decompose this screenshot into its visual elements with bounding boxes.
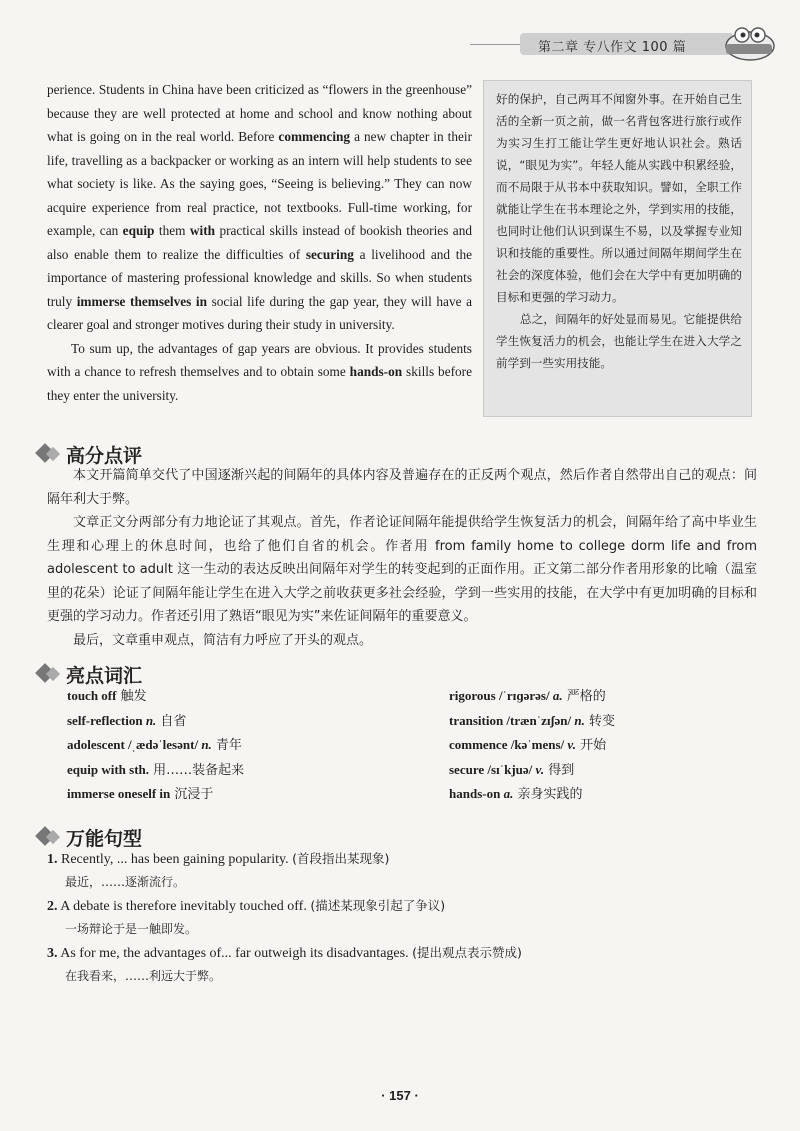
pattern-english	[47, 894, 747, 918]
vocab-item	[449, 758, 789, 783]
pattern-note: (首段指出某现象)	[292, 851, 390, 866]
vocab-meaning: 用……装备起来	[149, 762, 245, 778]
vocab-term: touch off	[67, 688, 117, 703]
vocab-term: commence /kəˈmens/	[449, 737, 565, 752]
vocab-part-of-speech: v.	[564, 737, 576, 752]
vocab-term: adolescent /ˌædəˈlesənt/	[67, 737, 199, 752]
essay-text-run: practical skills instead of bookish theories and also enable them to realize the difficulties of	[47, 223, 472, 262]
essay-paragraph-2	[47, 337, 472, 408]
comment-title: 高分点评	[66, 445, 143, 467]
vocab-column-left	[67, 684, 407, 807]
vocab-term: immerse oneself in	[67, 786, 171, 801]
patterns-title: 万能句型	[66, 828, 143, 850]
vocab-part-of-speech: n.	[571, 712, 585, 728]
vocab-meaning: 触发	[116, 689, 147, 704]
comment-paragraph-3: 最后，文章重申观点，简洁有力呼应了开头的观点。	[73, 632, 373, 648]
vocab-part-of-speech: a.	[549, 688, 563, 703]
highlight-phrase: with	[189, 223, 216, 238]
essay-text-run: social life during the gap year, they will have a clearer goal and stronger motives during their study in university.	[47, 293, 472, 332]
pattern-english	[47, 847, 747, 871]
vocab-item	[67, 758, 407, 783]
pattern-sentence: Recently, ... has been gaining popularity.	[57, 852, 293, 867]
vocab-term: transition /trænˈzɪʃən/	[449, 712, 572, 728]
vocab-item	[67, 733, 407, 758]
page-header	[0, 0, 800, 64]
essay-paragraph-1	[47, 78, 472, 337]
vocab-meaning: 严格的	[562, 689, 606, 704]
vocab-meaning: 亲身实践的	[513, 787, 583, 802]
highlight-phrase: immerse themselves in	[76, 293, 207, 309]
page-number: · 157 ·	[381, 1088, 419, 1103]
vocab-item	[449, 782, 789, 807]
comment-text	[47, 464, 757, 652]
essay-text-run: skills before they enter the university.	[47, 364, 473, 403]
pattern-note: (提出观点表示赞成)	[412, 945, 522, 960]
comment-paragraph-1: 本文开篇简单交代了中国逐渐兴起的间隔年的具体内容及普遍存在的正反两个观点，然后作者自然带出自己的观点：间隔年利大于弊。	[47, 468, 757, 507]
vocab-part-of-speech: v.	[532, 761, 545, 777]
vocab-title: 亮点词汇	[66, 665, 143, 687]
pattern-translation: 在我看来，……利远大于弊。	[65, 969, 222, 983]
patterns-list	[47, 847, 747, 988]
vocab-meaning: 得到	[544, 762, 575, 778]
pattern-number: 2.	[47, 899, 58, 914]
essay-text-run: a new chapter in their life, travelling as a backpacker or working as an intern will help students to see what society is like. As the saying goes, “Seeing is believing.” They can now acquire experience from real practice, not textbooks. Full-time working, for example, can	[47, 129, 472, 238]
essay-text-run: them	[154, 223, 190, 238]
pattern-sentence: A debate is therefore inevitably touched off.	[57, 899, 311, 914]
pattern-item	[47, 894, 747, 941]
vocab-term: secure /sɪˈkjuə/	[449, 761, 533, 777]
essay-text-run: perience. Students in China have been criticized as “flowers in the greenhouse” because they are well protected at home and school and know nothing about what is going on in the real world. Before	[47, 82, 472, 144]
vocab-item	[67, 782, 407, 807]
chapter-title: 第二章 专八作文 100 篇	[538, 40, 687, 55]
pattern-item	[47, 847, 747, 894]
translation-paragraph-2: 总之，间隔年的好处显而易见。它能提供给学生恢复活力的机会，也能让学生在进入大学之前学到一些实用技能。	[496, 312, 742, 370]
pattern-number: 1.	[47, 852, 58, 867]
vocab-item	[449, 733, 789, 758]
highlight-phrase: commencing	[278, 129, 351, 144]
pattern-sentence: As for me, the advantages of... far outweigh its disadvantages.	[57, 946, 413, 961]
vocab-meaning: 开始	[575, 738, 607, 753]
vocab-part-of-speech: n.	[142, 712, 157, 728]
pattern-note: (描述某现象引起了争议)	[310, 898, 446, 913]
vocab-part-of-speech: a.	[500, 786, 514, 801]
vocab-item	[449, 709, 789, 734]
vocab-item	[67, 709, 407, 734]
comment-paragraph-2: 文章正文分两部分有力地论证了其观点。首先，作者论证间隔年能提供给学生恢复活力的机会，间隔年给了高中毕业生生理和心理上的休息时间，也给了他们自省的机会。作者用 from family home to college dorm life and from adolescent to adult 这一生动的表达反映出间隔年对学生的转变起到的正面作用。正文第二部分作者用形象的比喻（温室里的花朵）论证了间隔年能让学生在进入大学之前收获更多社会经验，学到一些实用的技能，在大学中有更加明确的目标和更强的学习动力。作者还引用了熟语“眼见为实”来佐证间隔年的重要意义。	[47, 515, 757, 624]
translation-paragraph-1: 好的保护，自己两耳不闻窗外事。在开始自己生活的全新一页之前，做一名背包客进行旅行或作为实习生打工能让学生更好地认识社会。熟话说，“眼见为实”。年轻人能从实践中积累经验，而不局限于从书本中获取知识。譬如，全职工作就能让学生在书本理论之外，学到实用的技能，也同时让他们认识到谋生不易，以及掌握专业知识和技能的重要性。所以通过间隔年期间学生在社会的深度体验，他们会在大学中有更加明确的目标和更强的学习动力。	[496, 92, 742, 304]
highlight-phrase: hands-on	[349, 364, 403, 379]
vocab-item	[449, 684, 789, 709]
pattern-translation: 一场辩论于是一触即发。	[65, 922, 198, 936]
vocab-meaning: 转变	[584, 713, 616, 729]
vocab-column-right	[449, 684, 789, 807]
essay-text	[47, 78, 472, 407]
essay-text-run: To sum up, the advantages of gap years are obvious. It provides students with a chance to refresh themselves and to obtain some	[47, 340, 472, 379]
vocab-part-of-speech: n.	[198, 737, 212, 752]
essay-text-run: a livelihood and the importance of mastering professional knowledge and skills. So when students truly	[47, 246, 472, 309]
vocab-term: rigorous /ˈrɪɡərəs/	[449, 688, 550, 703]
vocab-item	[67, 684, 407, 709]
vocab-term: hands-on	[449, 786, 501, 801]
vocab-meaning: 自省	[156, 713, 187, 729]
vocab-meaning: 青年	[211, 738, 242, 753]
cartoon-logo-icon	[720, 22, 778, 62]
pattern-english	[47, 941, 747, 965]
translation-text	[496, 88, 742, 374]
highlight-phrase: equip	[122, 223, 155, 238]
pattern-number: 3.	[47, 946, 58, 961]
highlight-phrase: securing	[305, 246, 354, 262]
pattern-item	[47, 941, 747, 988]
vocab-term: equip with sth.	[67, 761, 149, 777]
vocab-meaning: 沉浸于	[170, 787, 214, 802]
vocab-term: self-reflection	[67, 712, 143, 728]
pattern-translation: 最近，……逐渐流行。	[65, 875, 186, 889]
